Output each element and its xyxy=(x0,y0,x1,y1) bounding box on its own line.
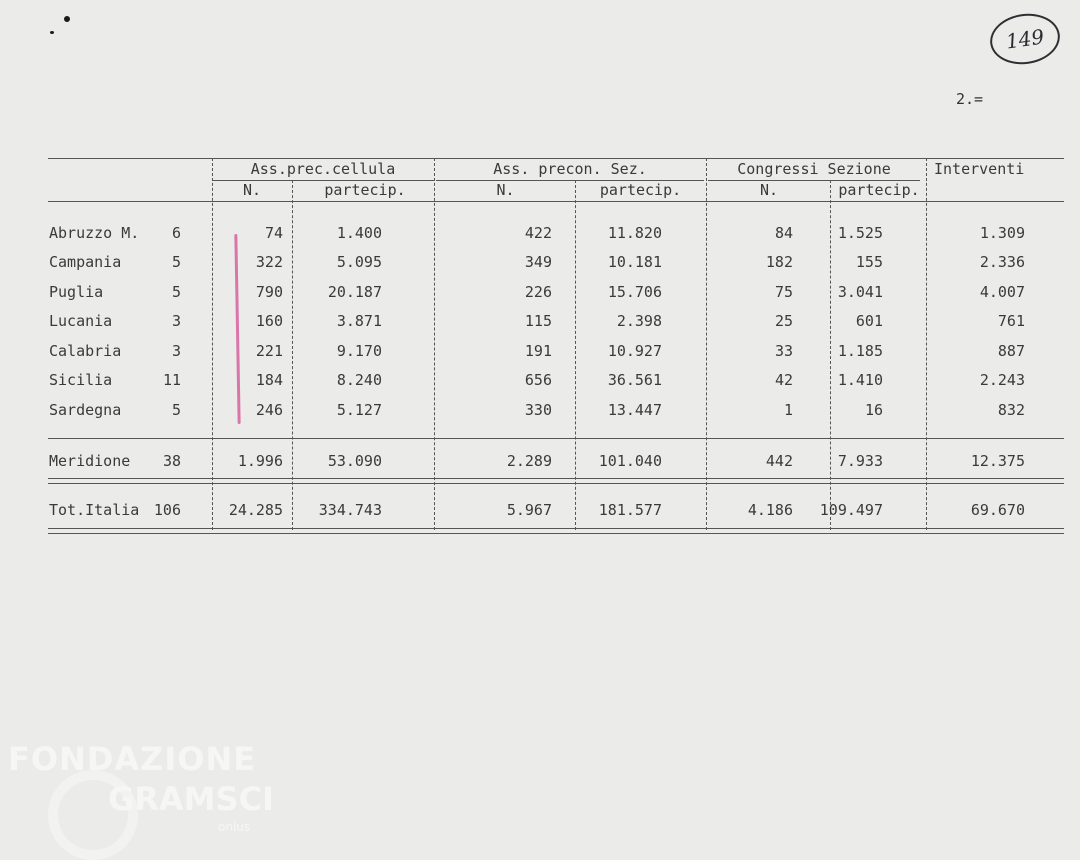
cell-value: 4.186 xyxy=(747,501,793,519)
cell-value: 442 xyxy=(765,452,793,470)
region-name: Lucania xyxy=(49,312,113,330)
column-subheader: N. xyxy=(759,181,779,199)
column-subheader: N. xyxy=(496,181,515,199)
cell-value: 181.577 xyxy=(598,501,662,519)
cell-value: 42 xyxy=(774,371,793,389)
region-name: Calabria xyxy=(49,342,122,360)
cell-value: 101.040 xyxy=(598,452,662,470)
column-group-header: Ass.prec.cellula xyxy=(250,160,396,178)
cell-value: 1.525 xyxy=(837,224,883,242)
region-count: 38 xyxy=(162,452,181,470)
cell-value: 184 xyxy=(255,371,283,389)
column-subheader: partecip. xyxy=(599,181,682,199)
column-subheader: partecip. xyxy=(324,181,406,199)
cell-value: 322 xyxy=(255,253,283,271)
cell-value: 24.285 xyxy=(228,501,283,519)
cell-value: 115 xyxy=(524,312,552,330)
column-group-header: Ass. precon. Sez. xyxy=(493,160,647,178)
cell-value: 74 xyxy=(264,224,283,242)
cell-value: 1.400 xyxy=(336,224,382,242)
cell-value: 5.967 xyxy=(506,501,552,519)
column-subheader: partecip. xyxy=(838,181,920,199)
region-name: Sardegna xyxy=(49,401,122,419)
column-group-header: Interventi xyxy=(934,160,1025,178)
page-number: 149 xyxy=(1004,24,1046,54)
cell-value: 191 xyxy=(524,342,552,360)
cell-value: 1.309 xyxy=(979,224,1025,242)
sheet-number: 2.= xyxy=(956,90,984,108)
cell-value: 349 xyxy=(524,253,552,271)
region-count: 106 xyxy=(153,501,181,519)
region-count: 5 xyxy=(171,283,181,301)
cell-value: 5.127 xyxy=(336,401,382,419)
cell-value: 2.243 xyxy=(979,371,1025,389)
cell-value: 84 xyxy=(774,224,793,242)
column-separator xyxy=(434,158,435,530)
ink-speck xyxy=(64,16,70,22)
cell-value: 5.095 xyxy=(336,253,382,271)
region-name: Meridione xyxy=(49,452,131,470)
cell-value: 832 xyxy=(997,401,1025,419)
region-name: Puglia xyxy=(49,283,104,301)
column-subheader: N. xyxy=(242,181,262,199)
cell-value: 330 xyxy=(524,401,552,419)
cell-value: 10.927 xyxy=(607,342,662,360)
cell-value: 226 xyxy=(524,283,552,301)
watermark-line2: GRAMSCI xyxy=(108,780,274,818)
cell-value: 2.398 xyxy=(616,312,662,330)
cell-value: 1.185 xyxy=(837,342,883,360)
cell-value: 334.743 xyxy=(318,501,382,519)
cell-value: 1.996 xyxy=(237,452,283,470)
cell-value: 8.240 xyxy=(336,371,382,389)
cell-value: 790 xyxy=(255,283,283,301)
cell-value: 160 xyxy=(255,312,283,330)
cell-value: 20.187 xyxy=(327,283,382,301)
cell-value: 36.561 xyxy=(607,371,662,389)
cell-value: 656 xyxy=(524,371,552,389)
subtotal-top-rule xyxy=(48,438,1064,439)
column-group-header: Congressi Sezione xyxy=(737,160,891,178)
page-number-circle xyxy=(987,9,1063,68)
cell-value: 10.181 xyxy=(607,253,662,271)
region-name: Abruzzo M. xyxy=(49,224,140,242)
cell-value: 15.706 xyxy=(607,283,662,301)
cell-value: 53.090 xyxy=(327,452,382,470)
cell-value: 2.289 xyxy=(506,452,552,470)
total-bottom-double-rule xyxy=(48,528,1064,534)
region-name: Tot.Italia xyxy=(49,501,140,519)
cell-value: 9.170 xyxy=(336,342,382,360)
region-name: Sicilia xyxy=(49,371,113,389)
cell-value: 601 xyxy=(855,312,883,330)
cell-value: 2.336 xyxy=(979,253,1025,271)
watermark-logo xyxy=(8,740,274,834)
cell-value: 1 xyxy=(783,401,793,419)
cell-value: 75 xyxy=(774,283,793,301)
cell-value: 4.007 xyxy=(979,283,1025,301)
header-bottom-rule xyxy=(48,201,1064,202)
region-count: 6 xyxy=(171,224,181,242)
cell-value: 155 xyxy=(855,253,883,271)
cell-value: 33 xyxy=(774,342,793,360)
cell-value: 7.933 xyxy=(837,452,883,470)
subtotal-bottom-double-rule xyxy=(48,478,1064,484)
region-count: 5 xyxy=(171,401,181,419)
cell-value: 1.410 xyxy=(837,371,883,389)
watermark-line3: onlus xyxy=(218,820,251,834)
cell-value: 246 xyxy=(255,401,283,419)
region-count: 3 xyxy=(171,342,181,360)
table-top-rule xyxy=(48,158,1064,159)
cell-value: 25 xyxy=(774,312,793,330)
cell-value: 422 xyxy=(524,224,552,242)
region-count: 5 xyxy=(171,253,181,271)
cell-value: 12.375 xyxy=(970,452,1025,470)
cell-value: 887 xyxy=(997,342,1025,360)
cell-value: 109.497 xyxy=(819,501,883,519)
watermark-line1: FONDAZIONE xyxy=(8,740,257,778)
cell-value: 761 xyxy=(997,312,1025,330)
cell-value: 13.447 xyxy=(607,401,662,419)
cell-value: 11.820 xyxy=(607,224,662,242)
cell-value: 221 xyxy=(255,342,283,360)
cell-value: 69.670 xyxy=(970,501,1025,519)
region-count: 3 xyxy=(171,312,181,330)
cell-value: 182 xyxy=(765,253,793,271)
cell-value: 3.041 xyxy=(837,283,883,301)
ink-speck xyxy=(50,31,54,34)
cell-value: 16 xyxy=(864,401,883,419)
region-name: Campania xyxy=(49,253,122,271)
cell-value: 3.871 xyxy=(336,312,382,330)
region-count: 11 xyxy=(162,371,181,389)
